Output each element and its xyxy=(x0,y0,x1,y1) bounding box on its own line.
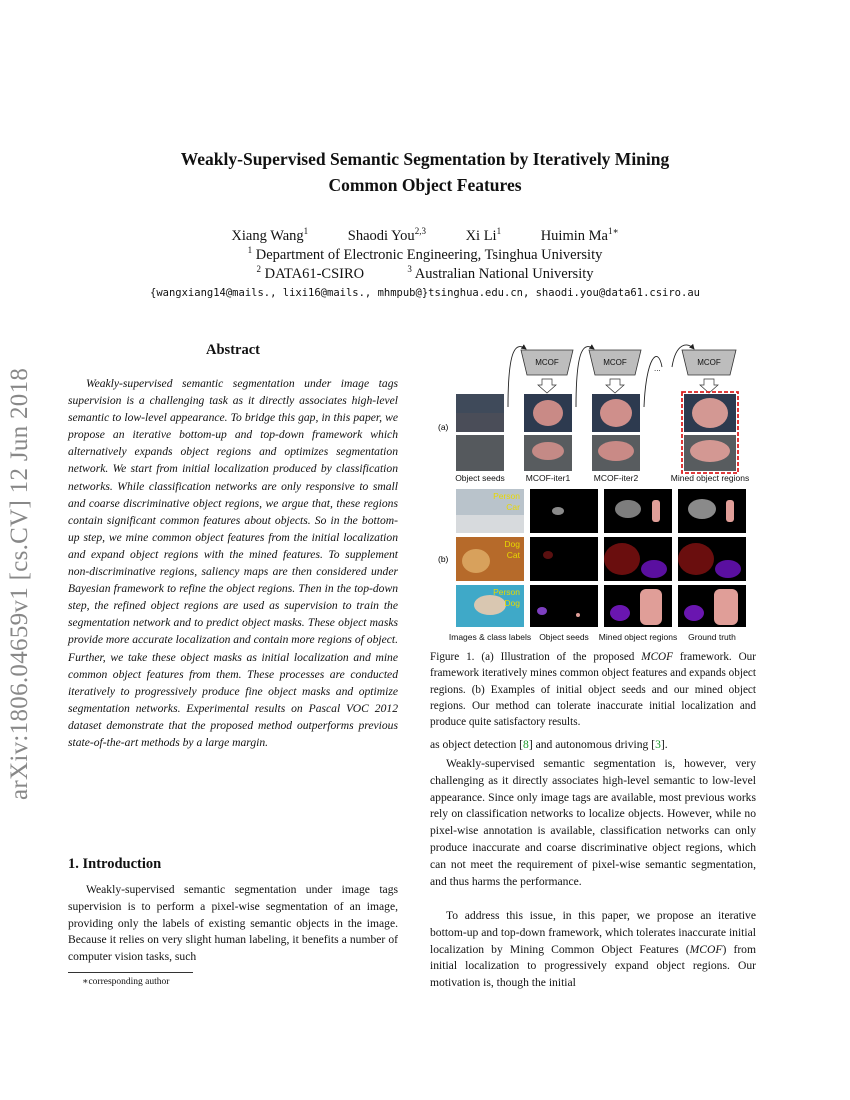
footnote-rule xyxy=(68,972,193,973)
footnote: ∗corresponding author xyxy=(82,977,170,987)
svg-text:Object seeds: Object seeds xyxy=(455,473,505,483)
figure-1 xyxy=(426,337,756,647)
svg-text:Person: Person xyxy=(493,491,520,501)
figure-1-caption: Figure 1. (a) Illustration of the proposed MCOF framework. Our framework iteratively mines common object features and expands object regions. (b) Examples of initial object seeds and our mined object regions. Our method can tolerate inaccurate initial localization and produce quite satisfactory results. xyxy=(430,651,756,729)
paper-title xyxy=(0,146,850,198)
mcof-block-1 xyxy=(521,350,573,393)
author: Shaodi You$^{2,3}$ xyxy=(347,226,426,244)
author-list xyxy=(0,226,850,245)
svg-text:Dog: Dog xyxy=(504,539,520,549)
svg-text:Mined object regions: Mined object regions xyxy=(670,473,750,483)
title-line-2: Common Object Features xyxy=(328,175,522,195)
citation-3[interactable]: 3 xyxy=(655,738,661,751)
svg-text:Car: Car xyxy=(506,502,520,512)
affiliation-1: $^1$ Department of Electronic Engineering, Tsinghua University xyxy=(247,245,603,263)
svg-text:Images & class labels: Images & class labels xyxy=(448,632,532,642)
affiliation-2-3: $^2$ DATA61-CSIRO $^3$ Australian National University xyxy=(256,264,594,282)
section-heading-introduction: 1. Introduction xyxy=(68,856,162,872)
svg-text:MCOF: MCOF xyxy=(535,358,559,367)
author: Xiang Wang$^1$ xyxy=(231,226,309,244)
row-b-images xyxy=(456,489,746,627)
svg-text:Cat: Cat xyxy=(506,550,520,560)
right-paragraph-1: Weakly-supervised semantic segmentation is, however, very challenging as it directly associates high-level semantic to low-level appearance. Since only image tags are available, most previous works rely on classification networks to localize objects. However, while no pixel-wise annotation is available, classification networks can only produce inaccurate and coarse discriminative object regions, which can not meet the requirement of pixel-wise semantic segmentation, and thus harms the performance. xyxy=(430,757,756,888)
svg-text:MCOF-iter1: MCOF-iter1 xyxy=(525,473,571,483)
svg-text:MCOF: MCOF xyxy=(603,358,627,367)
svg-text:Object seeds: Object seeds xyxy=(539,632,589,642)
figure-tag-a: (a) xyxy=(438,422,449,432)
mcof-block-2 xyxy=(589,350,641,393)
abstract-heading: Abstract xyxy=(206,342,260,358)
ellipsis: ... xyxy=(654,364,661,373)
svg-text:MCOF-iter2: MCOF-iter2 xyxy=(593,473,639,483)
svg-text:Person: Person xyxy=(493,587,520,597)
abstract-text: Weakly-supervised semantic segmentation under image tags supervision is a challenging task as it directly associates high-level semantic to low-level appearance. To bridge this gap, in this paper, we propose an iterative bottom-up and top-down framework which alternatively expands object regions and optimizes segmentation network. We start from initial localization produced by classification networks. While classification networks are only responsive to small and coarse discriminative object regions, we argue that, these regions contain significant common features about objects. So in the bottom-up step, we mine common object features from the initial localization and expand object regions with the mined features. To supplement non-discriminative regions, saliency maps are then considered under Bayesian framework to refine the object regions. Then in the top-down step, the refined object regions are used as supervision to train the segmentation network and to predict object masks. These object masks provide more accurate localization and contain more regions of object. Further, we take these object masks as initial localization and mine common object features from them. These processes are conducted iteratively to progressively produce fine object masks and optimize segmentation networks. Experimental results on Pascal VOC 2012 dataset demonstrate that the proposed method outperforms previous state-of-the-art methods by a large margin. xyxy=(68,377,398,749)
arxiv-identifier: arXiv:1806.04659v1 [cs.CV] 12 Jun 2018 xyxy=(6,367,33,800)
svg-text:MCOF: MCOF xyxy=(697,358,721,367)
author: Huimin $Ma^{1∗}$ xyxy=(540,226,619,244)
right-paragraph-2: To address this issue, in this paper, we propose an iterative bottom-up and top-down framework, which tolerates inaccurate initial localization by Mining Common Object Features (MCOF) from initial localization to progressively expand object regions. Our motivation is, though the initial xyxy=(430,909,757,990)
svg-text:Dog: Dog xyxy=(504,598,520,608)
title-line-1: Weakly-Supervised Semantic Segmentation by Iteratively Mining xyxy=(180,149,670,169)
right-paragraph-0: as object detection [8] and autonomous driving [3]. xyxy=(430,738,668,751)
mcof-block-3 xyxy=(682,350,736,393)
author-emails: {wangxiang14@mails., lixi16@mails., mhmpub@}tsinghua.edu.cn, shaodi.you@data61.csiro.au xyxy=(150,287,700,299)
svg-text:Ground truth: Ground truth xyxy=(688,632,736,642)
row-a-images xyxy=(456,392,738,473)
figure-tag-b: (b) xyxy=(438,554,449,564)
author: Xi Li$^1$ xyxy=(465,226,502,244)
intro-paragraph-1: Weakly-supervised semantic segmentation under image tags supervision is to perform a pixel-wise segmentation of an image, providing only the labels of existing semantic objects in the image. Because it relies on very slight human labeling, it benefits a number of computer vision tasks, such xyxy=(68,883,398,964)
svg-text:Mined object regions: Mined object regions xyxy=(598,632,678,642)
citation-8[interactable]: 8 xyxy=(523,738,529,751)
